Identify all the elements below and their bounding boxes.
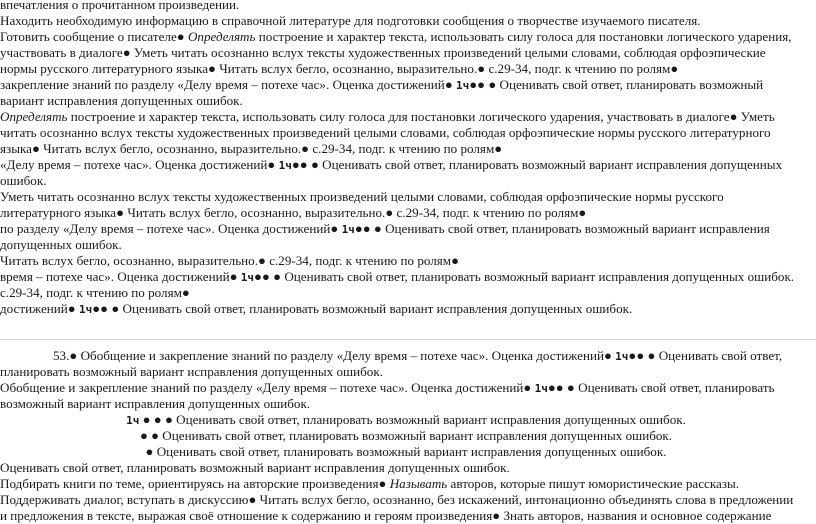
text-line: Готовить сообщение о писателе● Определять построение и характер текста, использовать силу голоса для постановки логического ударения,: [0, 29, 792, 44]
text-line: Поддерживать диалог, вступать в дискуссию● Читать вслух бегло, осознанно, без искажений, интонационно объединять слова в предложении: [0, 492, 794, 507]
text-line: допущенных ошибок.: [0, 237, 122, 252]
text-line: закрепление знаний по разделу «Делу время – потехе час». Оценка достижений● 1ч●● ● Оценивать свой ответ, планировать возможный: [0, 77, 764, 92]
bullet-icon: ●● ●: [469, 77, 497, 92]
bullet-icon: ●: [145, 444, 154, 459]
text-line: языка● Читать вслух бегло, осознанно, выразительно.● с.29-34, подг. к чтению по ролям●: [0, 141, 503, 156]
bullet-icon: ●: [670, 61, 679, 76]
bullet-icon: ●● ●: [291, 157, 319, 172]
text-line: «Делу время – потехе час». Оценка достижений● 1ч●● ● Оценивать свой ответ, планировать возможный вариант исправления допущенных: [0, 157, 783, 172]
text-line: возможный вариант исправления допущенных ошибок.: [0, 396, 311, 411]
bullet-icon: ● ●: [139, 428, 160, 443]
bullet-icon: ● ● ●: [139, 412, 173, 427]
bullet-icon: ●: [208, 61, 216, 76]
bullet-icon: ●: [69, 348, 78, 363]
text-line: вариант исправления допущенных ошибок.: [0, 93, 243, 108]
text-line: участвовать в диалоге● Уметь читать осознанно вслух тексты художественных произведений целыми словами, соблюдая орфоэпические: [0, 45, 766, 60]
bullet-icon: ●: [301, 141, 310, 156]
bullet-icon: ●● ●: [547, 380, 575, 395]
bullet-icon: ●: [378, 476, 390, 491]
text-line: Определять построение и характер текста, использовать силу голоса для постановки логического ударения, участвовать в диалоге● Уметь: [0, 109, 775, 124]
text-line: Находить необходимую информацию в справочной литературе для подготовки сообщения о творчестве изучаемого писателя.: [0, 13, 701, 28]
bullet-icon: ●: [603, 348, 616, 363]
text-line: 1ч ● ● ● Оценивать свой ответ, планировать возможный вариант исправления допущенных ошибок.: [126, 412, 686, 427]
text-line: Обобщение и закрепление знаний по разделу «Делу время – потехе час». Оценка достижений● 1ч●● ● Оценивать свой ответ, планировать: [0, 380, 775, 395]
bullet-icon: ●: [494, 141, 503, 156]
bullet-icon: ●: [444, 77, 456, 92]
text-line: ● Оценивать свой ответ, планировать возможный вариант исправления допущенных ошибок.: [145, 444, 667, 459]
text-line: Подбирать книги по теме, ориентируясь на авторские произведения● Называть авторов, которые пишут юмористические рассказы.: [0, 476, 740, 491]
text-line: 53.● Обобщение и закрепление знаний по разделу «Делу время – потехе час». Оценка достижений● 1ч●● ● Оценивать свой ответ,: [53, 348, 783, 363]
text-line: по разделу «Делу время – потехе час». Оценка достижений● 1ч●● ● Оценивать свой ответ, планировать возможный вариант исправления: [0, 221, 770, 236]
bullet-icon: ●: [31, 141, 40, 156]
bullet-icon: ●: [523, 380, 535, 395]
text-line: ● ● Оценивать свой ответ, планировать возможный вариант исправления допущенных ошибок.: [139, 428, 673, 443]
text-line: ошибок.: [0, 173, 47, 188]
bullet-icon: ●● ●: [254, 269, 282, 284]
bullet-icon: ●: [330, 221, 342, 236]
text-line: читать осознанно вслух тексты художественных произведений целыми словами, соблюдая орфоэпические нормы русского литературного: [0, 125, 771, 140]
text-line: с.29-34, подг. к чтению по ролям●: [0, 285, 190, 300]
text-line: Уметь читать осознанно вслух тексты художественных произведений целыми словами, соблюдая орфоэпические нормы русского: [0, 189, 724, 204]
bullet-icon: ●: [181, 285, 190, 300]
text-line: и предложения в тексте, выражая своё отношение к содержанию и героям произведения● Знать авторов, названия и основное содержание: [0, 508, 772, 523]
bullet-icon: ●: [267, 157, 279, 172]
bullet-icon: ●● ●: [92, 301, 120, 316]
bullet-icon: ●: [477, 61, 486, 76]
bullet-icon: ●: [229, 269, 241, 284]
text-line: достижений● 1ч●● ● Оценивать свой ответ, планировать возможный вариант исправления допущенных ошибок.: [0, 301, 633, 316]
bullet-icon: ●: [492, 508, 501, 523]
bullet-icon: ●: [729, 109, 738, 124]
text-line: Оценивать свой ответ, планировать возможный вариант исправления допущенных ошибок.: [0, 460, 510, 475]
bullet-icon: ●: [176, 29, 188, 44]
bullet-icon: ●: [385, 205, 394, 220]
text-line: литературного языка● Читать вслух бегло, осознанно, выразительно.● с.29-34, подг. к чтению по ролям●: [0, 205, 587, 220]
text-line: нормы русского литературного языка● Читать вслух бегло, осознанно, выразительно.● с.29-34, подг. к чтению по ролям●: [0, 61, 679, 76]
bullet-icon: ●: [122, 45, 131, 60]
bullet-icon: ●● ●: [628, 348, 656, 363]
text-line: планировать возможный вариант исправления допущенных ошибок.: [0, 364, 383, 379]
bullet-icon: ●: [67, 301, 79, 316]
bullet-icon: ●: [258, 253, 266, 268]
page-divider: [0, 339, 816, 340]
bullet-icon: ●: [248, 492, 257, 507]
text-line: время – потехе час». Оценка достижений● 1ч●● ● Оценивать свой ответ, планировать возможный вариант исправления допущенных ошибок.: [0, 269, 795, 284]
bullet-icon: ●: [578, 205, 587, 220]
bullet-icon: ●: [116, 205, 125, 220]
text-line: Читать вслух бегло, осознанно, выразительно.● с.29-34, подг. к чтению по ролям●: [0, 253, 460, 268]
bullet-icon: ●● ●: [354, 221, 382, 236]
bullet-icon: ●: [451, 253, 460, 268]
text-line: впечатления о прочитанном произведении.: [0, 0, 240, 12]
